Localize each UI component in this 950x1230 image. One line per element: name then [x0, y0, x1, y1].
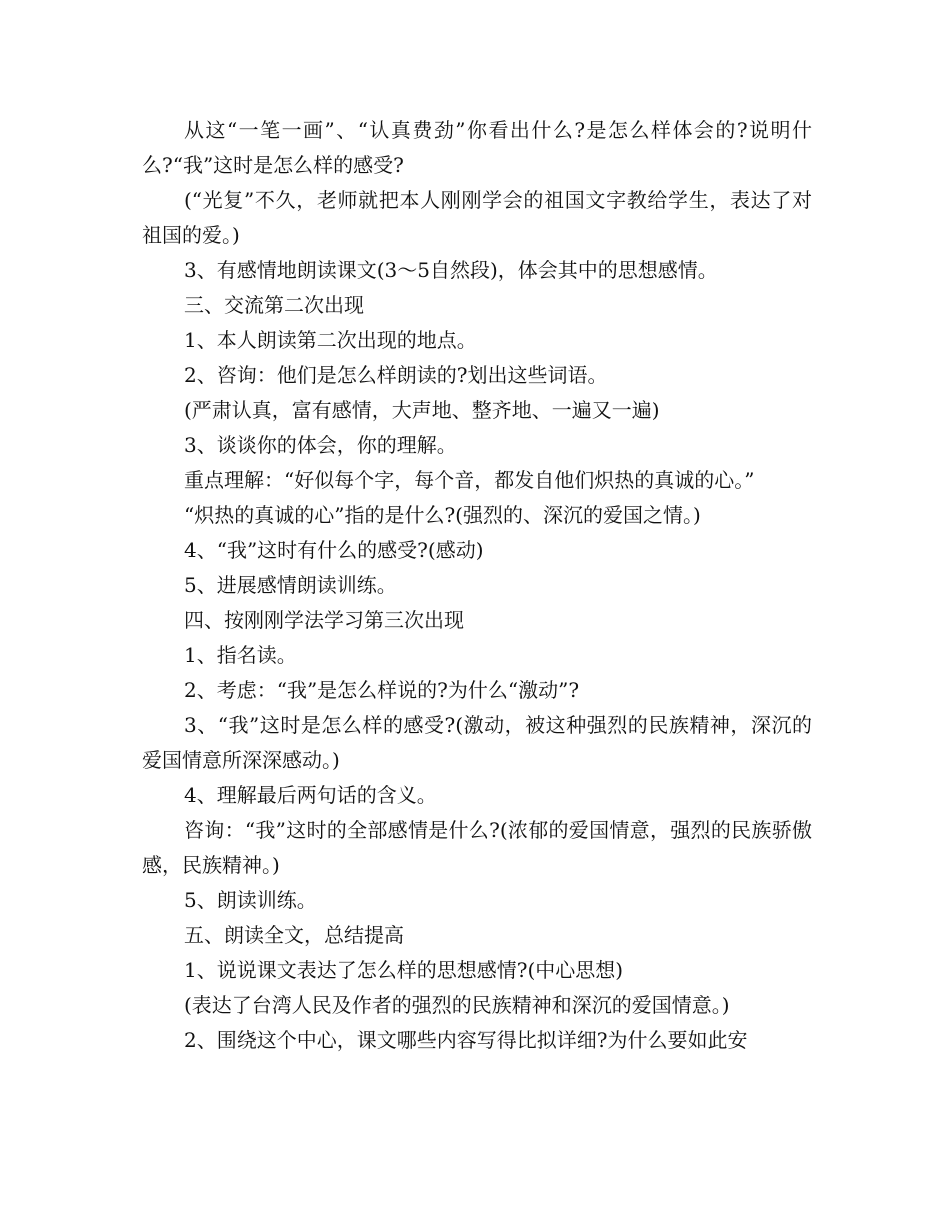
paragraph: 2、咨询：他们是怎么样朗读的?划出这些词语。: [184, 363, 608, 387]
paragraph: 1、说说课文表达了怎么样的思想感情?(中心思想): [184, 958, 624, 982]
paragraph: (严肃认真，富有感情，大声地、整齐地、一遍又一遍): [184, 398, 660, 422]
paragraph: 5、进展感情朗读训练。: [184, 573, 397, 597]
paragraph: 5、朗读训练。: [184, 888, 317, 912]
paragraph: 4、“我”这时有什么的感受?(感动): [184, 538, 484, 562]
paragraph: 咨询：“我”这时的全部感情是什么?(浓郁的爱国情意，强烈的民族骄傲感，民族精神。): [142, 818, 812, 877]
paragraph: (表达了台湾人民及作者的强烈的民族精神和深沉的爱国情意。): [184, 993, 730, 1017]
paragraph: 重点理解：“好似每个字，每个音，都发自他们炽热的真诚的心。”: [184, 468, 755, 492]
section-heading: 四、按刚刚学法学习第三次出现: [184, 608, 464, 632]
paragraph: 从这“一笔一画”、“认真费劲”你看出什么?是怎么样体会的?说明什么?“我”这时是怎么样的感受?: [142, 118, 812, 177]
document-page: [142, 113, 812, 1058]
paragraph: (“光复”不久，老师就把本人刚刚学会的祖国文字教给学生，表达了对祖国的爱。): [142, 188, 812, 247]
paragraph: 3、谈谈你的体会，你的理解。: [184, 433, 457, 457]
paragraph: “炽热的真诚的心”指的是什么?(强烈的、深沉的爱国之情。): [184, 503, 701, 527]
paragraph: 1、本人朗读第二次出现的地点。: [184, 328, 477, 352]
paragraph: 1、指名读。: [184, 643, 297, 667]
paragraph: 3、有感情地朗读课文(3～5自然段)，体会其中的思想感情。: [184, 258, 718, 282]
paragraph: 4、理解最后两句话的含义。: [184, 783, 437, 807]
section-heading: 三、交流第二次出现: [184, 293, 364, 317]
paragraph: 2、考虑：“我”是怎么样说的?为什么“激动”?: [184, 678, 580, 702]
paragraph: 3、“我”这时是怎么样的感受?(激动，被这种强烈的民族精神，深沉的爱国情意所深深感动。): [142, 713, 812, 772]
paragraph: 2、围绕这个中心，课文哪些内容写得比拟详细?为什么要如此安: [184, 1028, 748, 1052]
section-heading: 五、朗读全文，总结提高: [184, 923, 404, 947]
